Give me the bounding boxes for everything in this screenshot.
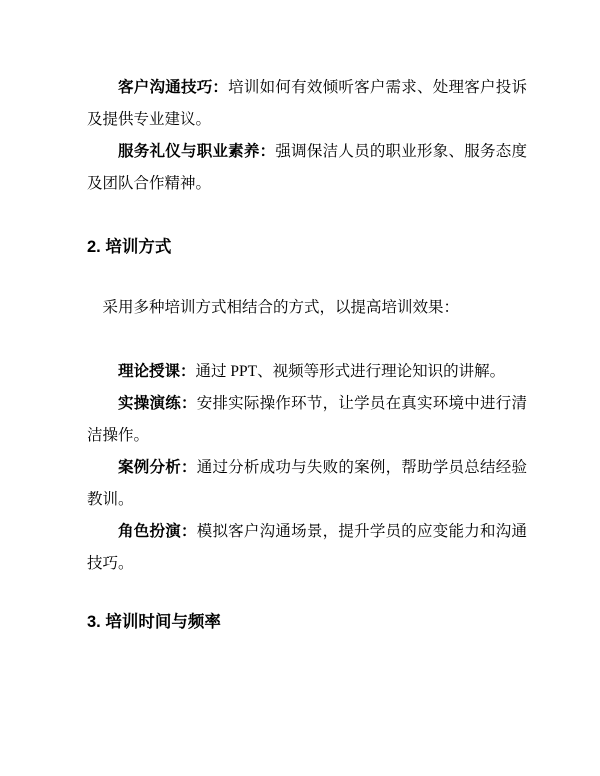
term-label-service-etiquette: 服务礼仪与职业素养： (118, 143, 276, 160)
section-heading-training-schedule: 3. 培训时间与频率 (87, 613, 221, 631)
paragraph-practical-drill (87, 388, 527, 452)
term-label-role-play: 角色扮演： (118, 523, 197, 540)
paragraph-service-etiquette (87, 136, 527, 200)
term-label-theory-lecture: 理论授课： (118, 363, 196, 380)
term-label-customer-communication: 客户沟通技巧： (118, 79, 229, 96)
paragraph-text: 模拟客户沟通场景，提升学员的应变能力和沟通技巧。 (87, 523, 527, 572)
paragraph-customer-communication (87, 72, 527, 136)
section-heading-training-methods: 2. 培训方式 (87, 238, 172, 256)
paragraph-role-play (87, 516, 527, 580)
paragraph-case-analysis (87, 452, 527, 516)
paragraph-text: 培训如何有效倾听客户需求、处理客户投诉及提供专业建议。 (87, 79, 527, 128)
paragraph-theory-lecture (87, 356, 527, 388)
term-label-case-analysis: 案例分析： (118, 459, 197, 476)
paragraph-methods-intro: 采用多种培训方式相结合的方式，以提高培训效果： (102, 299, 460, 316)
paragraph-text: 通过分析成功与失败的案例，帮助学员总结经验教训。 (87, 459, 527, 508)
paragraph-text: 安排实际操作环节，让学员在真实环境中进行清洁操作。 (87, 395, 527, 444)
term-label-practical-drill: 实操演练： (118, 395, 197, 412)
paragraph-text: 通过 PPT、视频等形式进行理论知识的讲解。 (195, 363, 506, 380)
paragraph-text: 强调保洁人员的职业形象、服务态度及团队合作精神。 (87, 143, 527, 192)
